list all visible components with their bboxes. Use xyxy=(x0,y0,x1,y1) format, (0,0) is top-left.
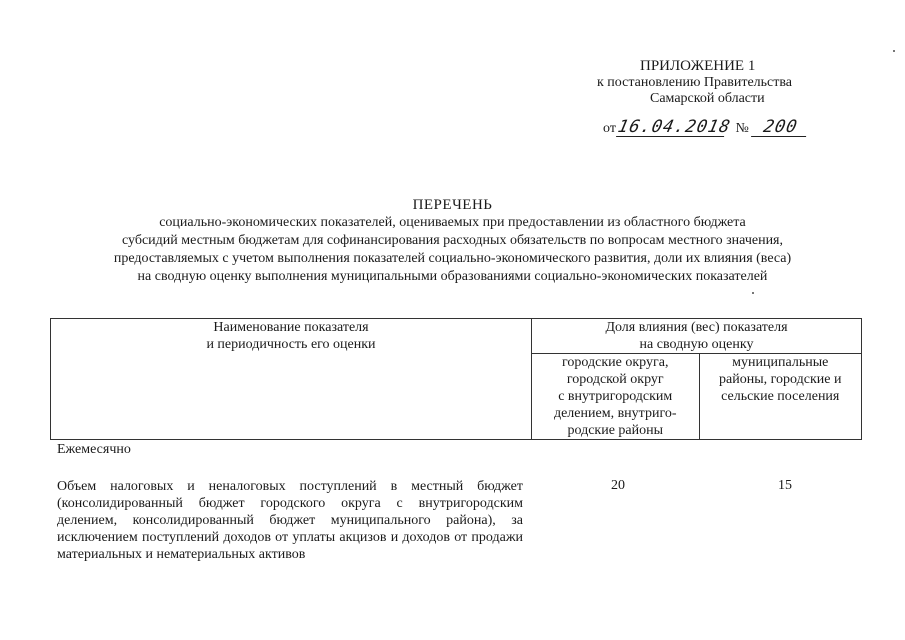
handwritten-number: 200 xyxy=(751,118,810,137)
heading-line-1: социально-экономических показателей, оцениваемых при предоставлении из областного бюджета xyxy=(159,215,746,230)
indicator-table-header xyxy=(50,318,862,440)
heading-line-2: субсидий местным бюджетам для софинансирования расходных обязательств по вопросам местного значения, xyxy=(121,233,783,248)
column-header-name: Наименование показателя и периодичность его оценки xyxy=(51,319,532,440)
heading-line-3: предоставляемых с учетом выполнения показателей социально-экономического развития, доли их влияния (веса) xyxy=(113,251,792,266)
number-label: № xyxy=(735,121,749,136)
appendix-subtitle-line1: к постановлению Правительства xyxy=(597,75,793,90)
document-title: ПЕРЕЧЕНЬ xyxy=(412,197,493,213)
column-header-urban-districts: городские округа, городской округ с внутригородским делением, внутриго- родские районы xyxy=(532,354,700,440)
weight-value-urban: 20 xyxy=(611,478,625,493)
appendix-title: ПРИЛОЖЕНИЕ 1 xyxy=(640,58,756,74)
column-header-weight: Доля влияния (вес) показателя на сводную оценку xyxy=(532,319,862,354)
heading-line-4: на сводную оценку выполнения муниципальными образованиями социально-экономических показателей xyxy=(137,269,768,284)
handwritten-date: 16.04.2018 xyxy=(615,117,733,137)
decree-reference xyxy=(603,118,863,137)
scan-speck xyxy=(752,292,754,294)
from-label: от xyxy=(603,121,616,136)
period-label: Ежемесячно xyxy=(57,442,131,457)
indicator-description: Объем налоговых и неналоговых поступлений в местный бюджет (консолидированный бюджет городского округа с внутригородским делением, консолидированный бюджет муниципального района), за исключением поступлений доходов от уплаты акцизов и доходов от продажи материальных и нематериальных активов xyxy=(57,479,523,562)
weight-value-municipal: 15 xyxy=(778,478,792,493)
column-header-municipal-districts: муниципальные районы, городские и сельские поселения xyxy=(699,354,862,440)
document-heading xyxy=(60,196,845,286)
scan-speck xyxy=(893,50,895,52)
appendix-subtitle-line2: Самарской области xyxy=(650,91,765,106)
